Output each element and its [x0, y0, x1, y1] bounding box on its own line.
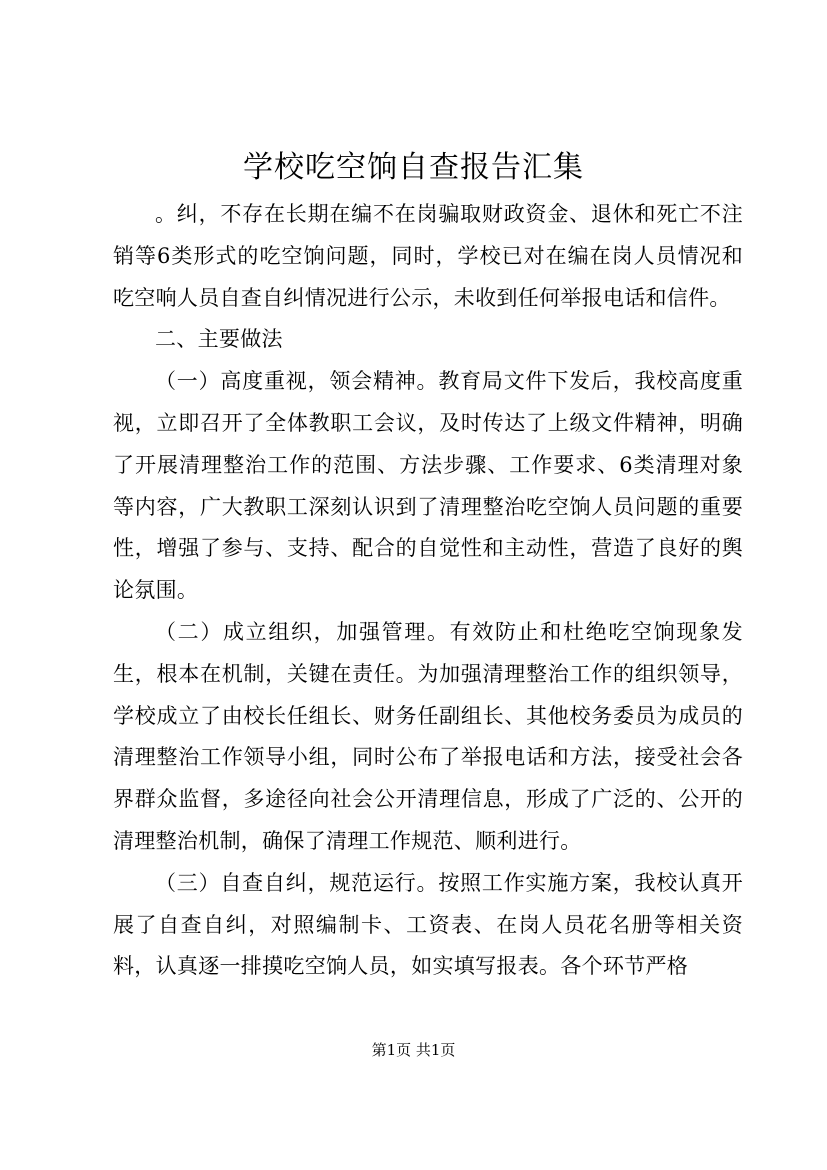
- document-body: [113, 194, 743, 988]
- page-number-label: 第1页 共1页: [371, 1041, 456, 1059]
- document-title: 学校吃空饷自查报告汇集: [243, 150, 584, 185]
- paragraph-item-2: （二）成立组织，加强管理。有效防止和杜绝吃空饷现象发生，根本在机制，关键在责任。为加强清理整治工作的组织领导，学校成立了由校长任组长、财务任副组长、其他校务委员为成员的清理整治工作领导小组，同时公布了举报电话和方法，接受社会各界群众监督，多途径向社会公开清理信息，形成了广泛的、公开的清理整治机制，确保了清理工作规范、顺利进行。: [113, 619, 743, 853]
- paragraph-item-1: （一）高度重视，领会精神。教育局文件下发后，我校高度重视，立即召开了全体教职工会议，及时传达了上级文件精神，明确了开展清理整治工作的范围、方法步骤、工作要求、6类清理对象等内容，广大教职工深刻认识到了清理整治吃空饷人员问题的重要性，增强了参与、支持、配合的自觉性和主动性，营造了良好的舆论氛围。: [113, 369, 743, 603]
- page-footer: [0, 1040, 827, 1060]
- paragraph-intro: 。纠，不存在长期在编不在岗骗取财政资金、退休和死亡不注销等6类形式的吃空饷问题，同时，学校已对在编在岗人员情况和吃空响人员自查自纠情况进行公示，未收到任何举报电话和信件。: [113, 202, 743, 310]
- paragraph-item-3: （三）自查自纠，规范运行。按照工作实施方案，我校认真开展了自查自纠，对照编制卡、工资表、在岗人员花名册等相关资料，认真逐一排摸吃空饷人员，如实填写报表。各个环节严格: [113, 870, 743, 979]
- section-heading-main-practices: 二、主要做法: [155, 327, 283, 352]
